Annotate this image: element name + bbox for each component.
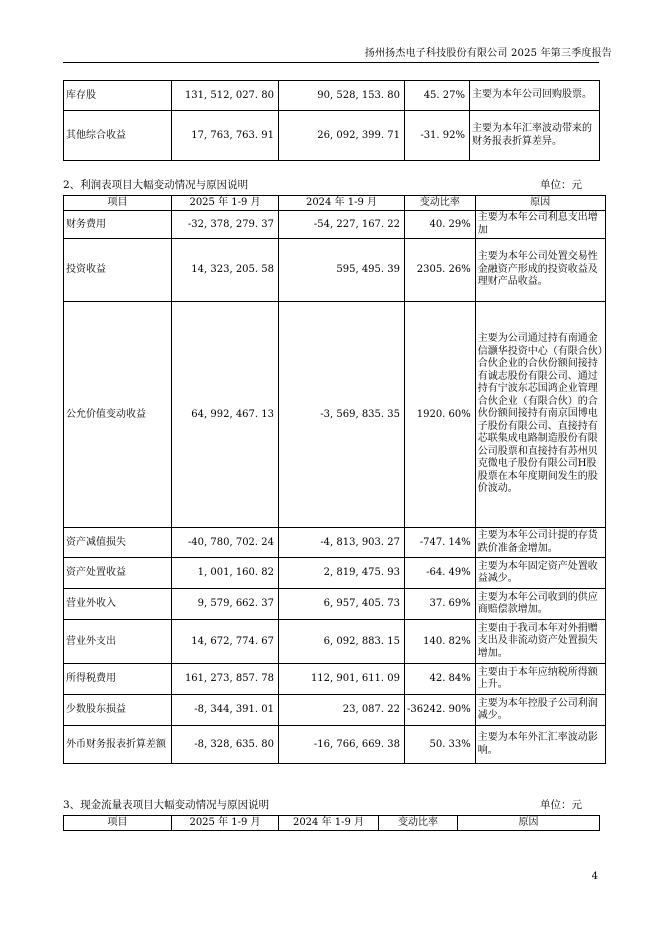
- col-header-reason: 原因: [458, 816, 600, 831]
- row-reason: 主要为公司通过持有南通金信灏华投资中心（有限合伙）合伙企业的合伙份额间接持有诚志股份有限公司、通过持有宁波东芯国鸿企业管理合伙企业（有限合伙）的合伙份额间接持有南京国博电子股份有限公司、直接持有芯联集成电路制造股份有限公司股票和直接持有苏州贝克微电子股份有限公司H股股票在本年度期间发生的股价波动。: [475, 302, 605, 528]
- row-item-label: 营业外收入: [64, 589, 172, 620]
- row-change-ratio: 37. 69%: [405, 589, 476, 620]
- cashflow-change-table: [63, 815, 600, 831]
- row-change-ratio: 140. 82%: [405, 620, 476, 664]
- row-change-ratio: -747. 14%: [405, 528, 476, 558]
- col-header-current: 2025 年 1-9 月: [172, 816, 279, 831]
- row-previous-value: 23, 087. 22: [279, 695, 405, 726]
- table-row: [64, 81, 600, 111]
- row-previous-value: 595, 495. 39: [279, 239, 405, 302]
- row-previous-value: 2, 819, 475. 93: [279, 558, 405, 589]
- row-change-ratio: 40. 29%: [405, 211, 476, 239]
- row-change-ratio: 50. 33%: [405, 726, 476, 764]
- row-current-value: 14, 323, 205. 58: [172, 239, 279, 302]
- row-item-label: 财务费用: [64, 211, 172, 239]
- col-header-ratio: 变动比率: [379, 816, 458, 831]
- table-row: [64, 239, 606, 302]
- row-previous-value: 90, 528, 153. 80: [279, 81, 405, 111]
- row-previous-value: -16, 766, 669. 38: [279, 726, 405, 764]
- report-header-title: 扬州扬杰电子科技股份有限公司 2025 年第三季度报告: [364, 48, 612, 59]
- row-change-ratio: -64. 49%: [405, 558, 476, 589]
- table-row: [64, 620, 606, 664]
- section-2-title: 2、利润表项目大幅变动情况与原因说明: [63, 179, 249, 191]
- row-reason: 主要为本年公司处置交易性金融资产形成的投资收益及理财产品收益。: [475, 239, 605, 302]
- table-row: [64, 558, 606, 589]
- row-change-ratio: 1920. 60%: [405, 302, 476, 528]
- row-previous-value: -54, 227, 167. 22: [279, 211, 405, 239]
- row-reason: 主要为本年公司计提的存货跌价准备金增加。: [475, 528, 605, 558]
- table-row: [64, 302, 606, 528]
- table-header-row: [64, 196, 606, 211]
- row-reason: 主要由于我司本年对外捐赠支出及非流动资产处置损失增加。: [475, 620, 605, 664]
- income-statement-change-table: [63, 195, 606, 764]
- row-previous-value: -3, 569, 835. 35: [279, 302, 405, 528]
- header-divider: [63, 62, 599, 63]
- section-2-unit: 单位：元: [540, 179, 582, 191]
- row-current-value: -40, 780, 702. 24: [172, 528, 279, 558]
- row-current-value: 64, 992, 467. 13: [172, 302, 279, 528]
- table-row: [64, 211, 606, 239]
- row-current-value: 14, 672, 774. 67: [172, 620, 279, 664]
- page-number: 4: [591, 871, 598, 882]
- row-change-ratio: 45. 27%: [405, 81, 470, 111]
- col-header-reason: 原因: [475, 196, 605, 211]
- row-previous-value: -4, 813, 903. 27: [279, 528, 405, 558]
- table-row: [64, 528, 606, 558]
- row-reason: 主要为本年汇率波动带来的财务报表折算差异。: [470, 111, 600, 161]
- row-current-value: 1, 001, 160. 82: [172, 558, 279, 589]
- row-item-label: 少数股东损益: [64, 695, 172, 726]
- table-row: [64, 695, 606, 726]
- balance-sheet-continued-table: [63, 80, 600, 161]
- table-row: [64, 111, 600, 161]
- row-item-label: 其他综合收益: [64, 111, 172, 161]
- row-item-label: 资产处置收益: [64, 558, 172, 589]
- row-previous-value: 6, 092, 883. 15: [279, 620, 405, 664]
- col-header-item: 项目: [64, 196, 172, 211]
- table-row: [64, 726, 606, 764]
- row-current-value: -8, 344, 391. 01: [172, 695, 279, 726]
- row-reason: 主要为本年公司利息支出增加: [475, 211, 605, 239]
- section-3-title: 3、现金流量表项目大幅变动情况与原因说明: [63, 799, 270, 811]
- row-current-value: -8, 328, 635. 80: [172, 726, 279, 764]
- row-reason: 主要为本年固定资产处置收益减少。: [475, 558, 605, 589]
- col-header-ratio: 变动比率: [405, 196, 476, 211]
- row-item-label: 公允价值变动收益: [64, 302, 172, 528]
- row-current-value: 131, 512, 027. 80: [172, 81, 279, 111]
- section-3-unit: 单位：元: [540, 799, 582, 811]
- table-row: [64, 664, 606, 695]
- row-reason: 主要为本年外汇汇率波动影响。: [475, 726, 605, 764]
- table-row: [64, 589, 606, 620]
- row-reason: 主要为本年公司收到的供应商赔偿款增加。: [475, 589, 605, 620]
- row-current-value: 161, 273, 857. 78: [172, 664, 279, 695]
- row-change-ratio: 2305. 26%: [405, 239, 476, 302]
- row-item-label: 资产减值损失: [64, 528, 172, 558]
- row-change-ratio: -36242. 90%: [405, 695, 476, 726]
- row-reason: 主要为本年公司回购股票。: [470, 81, 600, 111]
- table-header-row: [64, 816, 600, 831]
- col-header-current: 2025 年 1-9 月: [172, 196, 279, 211]
- row-item-label: 营业外支出: [64, 620, 172, 664]
- col-header-previous: 2024 年 1-9 月: [279, 196, 405, 211]
- row-current-value: 9, 579, 662. 37: [172, 589, 279, 620]
- row-reason: 主要为本年控股子公司利润减少。: [475, 695, 605, 726]
- col-header-item: 项目: [64, 816, 172, 831]
- col-header-previous: 2024 年 1-9 月: [279, 816, 379, 831]
- row-item-label: 投资收益: [64, 239, 172, 302]
- row-current-value: 17, 763, 763. 91: [172, 111, 279, 161]
- row-previous-value: 26, 092, 399. 71: [279, 111, 405, 161]
- row-item-label: 所得税费用: [64, 664, 172, 695]
- row-previous-value: 6, 957, 405. 73: [279, 589, 405, 620]
- row-previous-value: 112, 901, 611. 09: [279, 664, 405, 695]
- row-current-value: -32, 378, 279. 37: [172, 211, 279, 239]
- row-change-ratio: 42. 84%: [405, 664, 476, 695]
- row-change-ratio: -31. 92%: [405, 111, 470, 161]
- row-reason: 主要由于本年应纳税所得额上升。: [475, 664, 605, 695]
- row-item-label: 库存股: [64, 81, 172, 111]
- row-item-label: 外币财务报表折算差额: [64, 726, 172, 764]
